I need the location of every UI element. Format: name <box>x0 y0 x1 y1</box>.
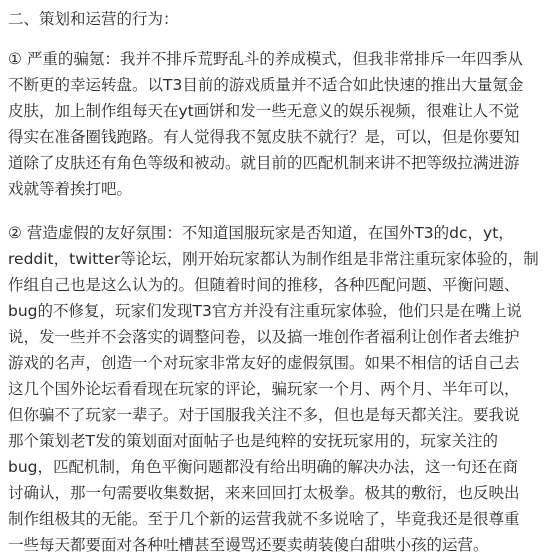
paragraph-line: reddit，twitter等论坛，刚开始玩家都认为制作组是非常注重玩家体验的，制 <box>8 250 539 268</box>
paragraph-fraud <box>8 46 547 202</box>
paragraph-line: 不断更的幸运转盘。以T3目前的游戏质量并不适合如此快速的推出大量氪金 <box>8 76 524 94</box>
paragraph-line: 讨确认，那一句需要收集数据，来来回回打太极拳。极其的敷衍，也反映出 <box>8 484 520 502</box>
paragraph-line: 得实在准备圈钱跑路。有人觉得我不氪皮肤不就行？是，可以，但是你要知 <box>8 128 520 146</box>
paragraph-line: 皮肤，加上制作组每天在yt画饼和发一些无意义的娱乐视频，很难让人不觉 <box>8 102 520 120</box>
paragraph-line: 说，发一些并不会落实的调整问卷，以及搞一堆创作者福利让创作者去维护 <box>8 328 520 346</box>
paragraph-line: 戏就等着挨打吧。 <box>8 180 133 198</box>
paragraph-line: 制作组极其的无能。至于几个新的运营我就不多说啥了，毕竟我还是很尊重 <box>8 510 520 528</box>
paragraph-atmosphere <box>8 220 547 558</box>
paragraph-line: 这几个国外论坛看看现在玩家的评论，骗玩家一个月、两个月、半年可以， <box>8 380 520 398</box>
paragraph-line: 游戏的名声，创造一个对玩家非常友好的虚假氛围。如果不相信的话自己去 <box>8 354 520 372</box>
paragraph-line: 道除了皮肤还有角色等级和被动。就目前的匹配机制来讲不把等级拉满进游 <box>8 154 520 172</box>
paragraph-line: 作组自己也是这么认为的。但随着时间的推移，各种匹配问题、平衡问题、 <box>8 276 520 294</box>
paragraph-line: 那个策划老T发的策划面对面帖子也是纯粹的安抚玩家用的，玩家关注的 <box>8 432 498 450</box>
paragraph-gap <box>8 202 547 220</box>
paragraph-line: ② 营造虚假的友好氛围：不知道国服玩家是否知道，在国外T3的dc，yt， <box>8 224 514 242</box>
paragraph-line: bug的不修复，玩家们发现T3官方并没有注重玩家体验，他们只是在嘴上说 <box>8 302 522 320</box>
section-heading: 二、策划和运营的行为： <box>8 10 179 28</box>
paragraph-line: ① 严重的骗氪：我并不排斥荒野乱斗的养成模式，但我非常排斥一年四季从 <box>8 50 523 68</box>
paragraph-line: 但你骗不了玩家一辈子。对于国服我关注不多，但也是每天都关注。要我说 <box>8 406 520 424</box>
paragraph-line: 一些每天都要面对各种吐槽甚至谩骂还要卖萌装傻白甜哄小孩的运营。 <box>8 536 489 554</box>
paragraph-line: bug，匹配机制，角色平衡问题都没有给出明确的解决办法，这一句还在商 <box>8 458 519 476</box>
